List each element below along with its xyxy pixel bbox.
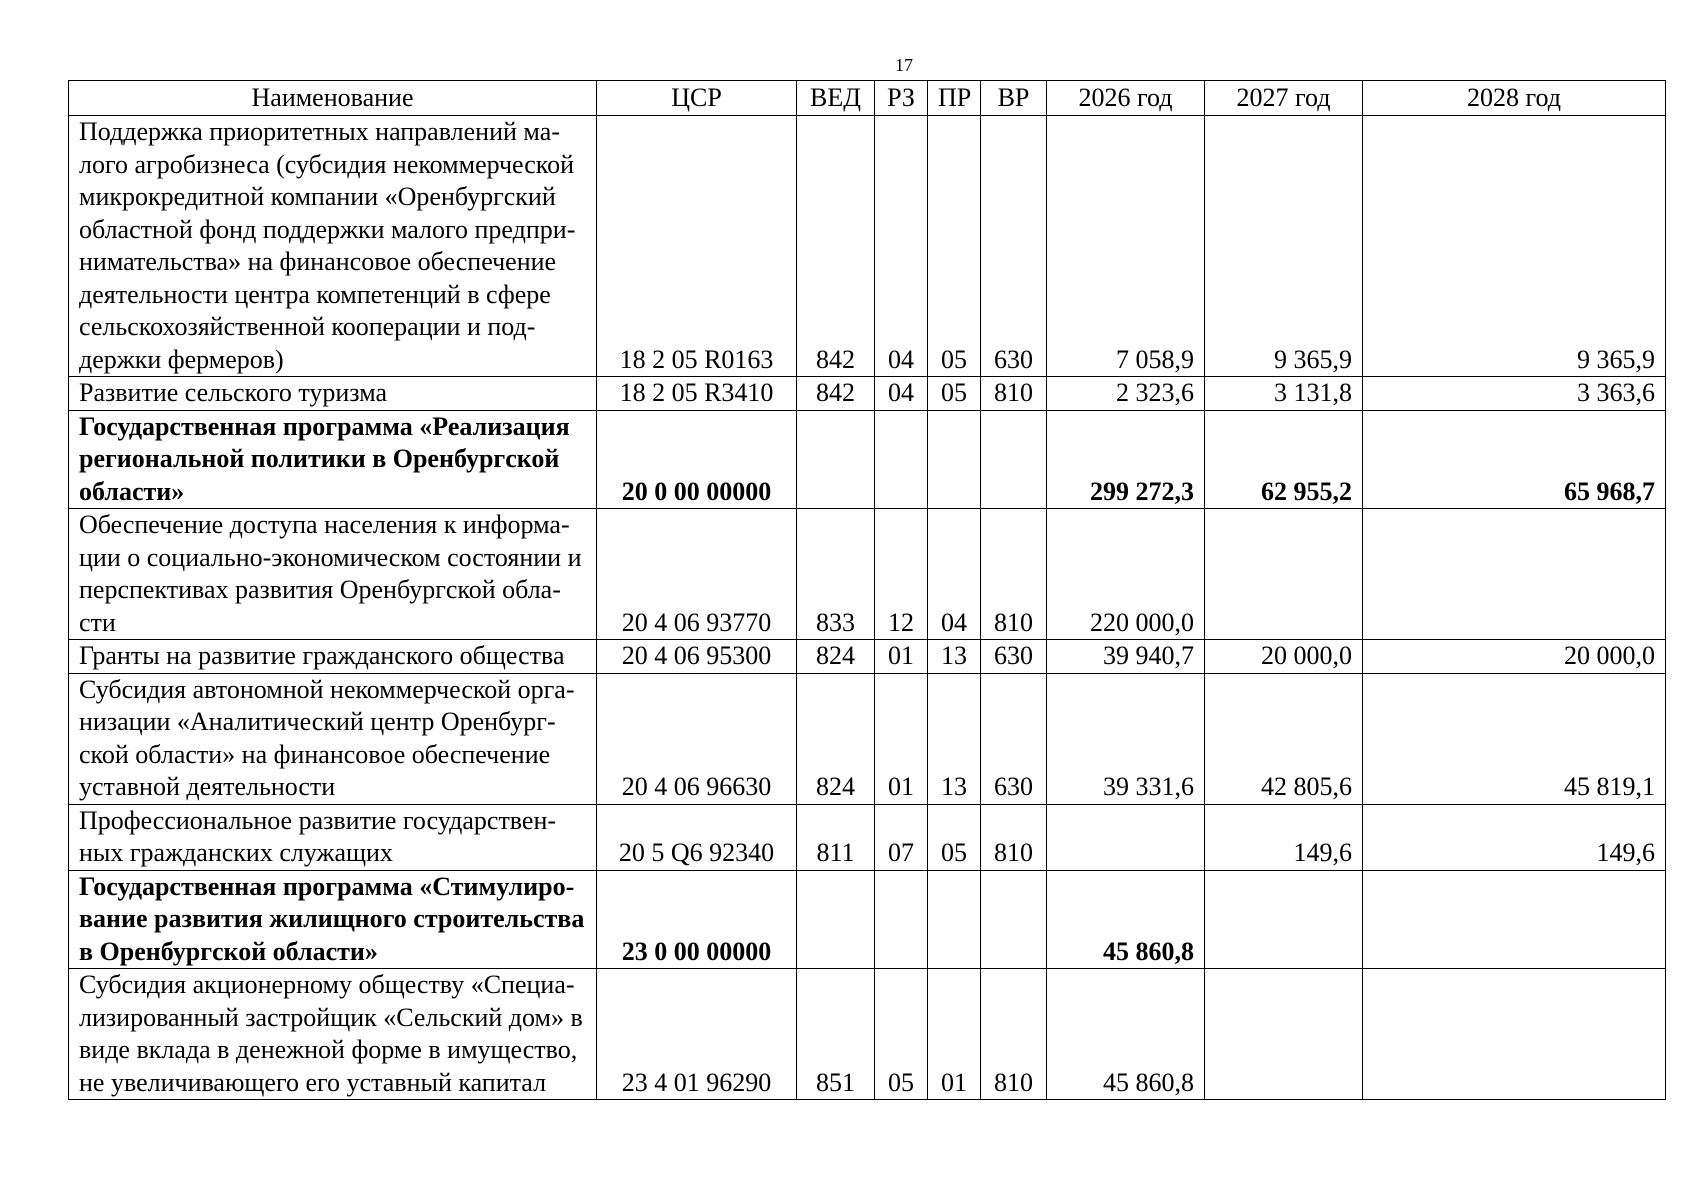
row-2026: 299 272,3	[1047, 410, 1205, 509]
row-2026: 45 860,8	[1047, 870, 1205, 969]
row-name: Субсидия автономной некоммерческой орга-низации «Аналитический центр Оренбург-ской области» на финансовое обеспечение уставной деятельности	[69, 673, 597, 804]
row-csr: 23 0 00 00000	[597, 870, 797, 969]
budget-table	[68, 80, 1666, 1100]
row-2028	[1363, 969, 1666, 1100]
row-2026: 45 860,8	[1047, 969, 1205, 1100]
row-name: Государственная программа «Реализация региональной политики в Оренбургской области»	[69, 410, 597, 509]
table-row	[69, 673, 1666, 804]
row-2027: 62 955,2	[1205, 410, 1363, 509]
row-pr	[928, 870, 981, 969]
row-rz: 07	[875, 804, 928, 870]
row-2028	[1363, 870, 1666, 969]
header-vr: ВР	[981, 81, 1047, 116]
row-2027	[1205, 969, 1363, 1100]
row-ved: 842	[797, 377, 875, 411]
table-row-program	[69, 870, 1666, 969]
row-pr: 01	[928, 969, 981, 1100]
row-rz: 12	[875, 509, 928, 640]
row-2027: 3 131,8	[1205, 377, 1363, 411]
row-csr: 18 2 05 R3410	[597, 377, 797, 411]
row-2028: 65 968,7	[1363, 410, 1666, 509]
row-rz: 04	[875, 116, 928, 377]
table-row-program	[69, 410, 1666, 509]
row-2028: 149,6	[1363, 804, 1666, 870]
row-rz: 01	[875, 640, 928, 674]
header-2028: 2028 год	[1363, 81, 1666, 116]
row-2027	[1205, 870, 1363, 969]
row-name: Обеспечение доступа населения к информа-ции о социально-экономическом состоянии и перспективах развития Оренбургской обла-сти	[69, 509, 597, 640]
header-2026: 2026 год	[1047, 81, 1205, 116]
row-2027: 20 000,0	[1205, 640, 1363, 674]
header-pr: ПР	[928, 81, 981, 116]
row-pr: 13	[928, 673, 981, 804]
row-2028: 3 363,6	[1363, 377, 1666, 411]
row-pr: 04	[928, 509, 981, 640]
row-vr: 630	[981, 640, 1047, 674]
row-vr: 630	[981, 673, 1047, 804]
row-csr: 23 4 01 96290	[597, 969, 797, 1100]
row-2027: 42 805,6	[1205, 673, 1363, 804]
header-rz: РЗ	[875, 81, 928, 116]
row-rz	[875, 870, 928, 969]
table-row	[69, 640, 1666, 674]
row-name: Государственная программа «Стимулиро-вание развития жилищного строительства в Оренбургской области»	[69, 870, 597, 969]
table-row	[69, 509, 1666, 640]
row-name: Развитие сельского туризма	[69, 377, 597, 411]
row-csr: 18 2 05 R0163	[597, 116, 797, 377]
row-csr: 20 4 06 95300	[597, 640, 797, 674]
row-2027: 149,6	[1205, 804, 1363, 870]
row-csr: 20 4 06 93770	[597, 509, 797, 640]
row-ved	[797, 870, 875, 969]
row-vr: 810	[981, 969, 1047, 1100]
row-ved: 842	[797, 116, 875, 377]
row-vr: 810	[981, 377, 1047, 411]
row-csr: 20 0 00 00000	[597, 410, 797, 509]
table-row	[69, 969, 1666, 1100]
row-vr: 810	[981, 509, 1047, 640]
row-name: Поддержка приоритетных направлений ма-лого агробизнеса (субсидия некоммерческой микрокредитной компании «Оренбургский областной фонд поддержки малого предпри-нимательства» на финансовое обеспечение деятельности центра компетенций в сфере сельскохозяйственной кооперации и под-держки фермеров)	[69, 116, 597, 377]
row-2028: 9 365,9	[1363, 116, 1666, 377]
row-name: Гранты на развитие гражданского общества	[69, 640, 597, 674]
row-rz: 01	[875, 673, 928, 804]
row-2026: 39 940,7	[1047, 640, 1205, 674]
row-ved: 833	[797, 509, 875, 640]
header-name: Наименование	[69, 81, 597, 116]
row-2027: 9 365,9	[1205, 116, 1363, 377]
row-2026	[1047, 804, 1205, 870]
row-csr: 20 5 Q6 92340	[597, 804, 797, 870]
row-name: Субсидия акционерному обществу «Специа-лизированный застройщик «Сельский дом» в виде вклада в денежной форме в имущество, не увеличивающего его уставный капитал	[69, 969, 597, 1100]
row-2026: 2 323,6	[1047, 377, 1205, 411]
row-pr: 05	[928, 377, 981, 411]
row-csr: 20 4 06 96630	[597, 673, 797, 804]
row-2026: 39 331,6	[1047, 673, 1205, 804]
row-2026: 7 058,9	[1047, 116, 1205, 377]
row-ved: 824	[797, 640, 875, 674]
row-2028	[1363, 509, 1666, 640]
row-name: Профессиональное развитие государствен-ных гражданских служащих	[69, 804, 597, 870]
page-number: 17	[895, 55, 913, 75]
row-2028: 45 819,1	[1363, 673, 1666, 804]
row-rz: 05	[875, 969, 928, 1100]
row-2026: 220 000,0	[1047, 509, 1205, 640]
row-2027	[1205, 509, 1363, 640]
table-row	[69, 116, 1666, 377]
row-ved: 824	[797, 673, 875, 804]
header-2027: 2027 год	[1205, 81, 1363, 116]
row-pr	[928, 410, 981, 509]
table-row	[69, 377, 1666, 411]
row-ved: 851	[797, 969, 875, 1100]
row-pr: 05	[928, 804, 981, 870]
row-pr: 05	[928, 116, 981, 377]
row-2028: 20 000,0	[1363, 640, 1666, 674]
header-csr: ЦСР	[597, 81, 797, 116]
row-pr: 13	[928, 640, 981, 674]
row-vr: 630	[981, 116, 1047, 377]
header-row	[69, 81, 1666, 116]
row-ved: 811	[797, 804, 875, 870]
header-ved: ВЕД	[797, 81, 875, 116]
row-rz: 04	[875, 377, 928, 411]
row-ved	[797, 410, 875, 509]
row-rz	[875, 410, 928, 509]
table-row	[69, 804, 1666, 870]
row-vr	[981, 410, 1047, 509]
row-vr	[981, 870, 1047, 969]
row-vr: 810	[981, 804, 1047, 870]
